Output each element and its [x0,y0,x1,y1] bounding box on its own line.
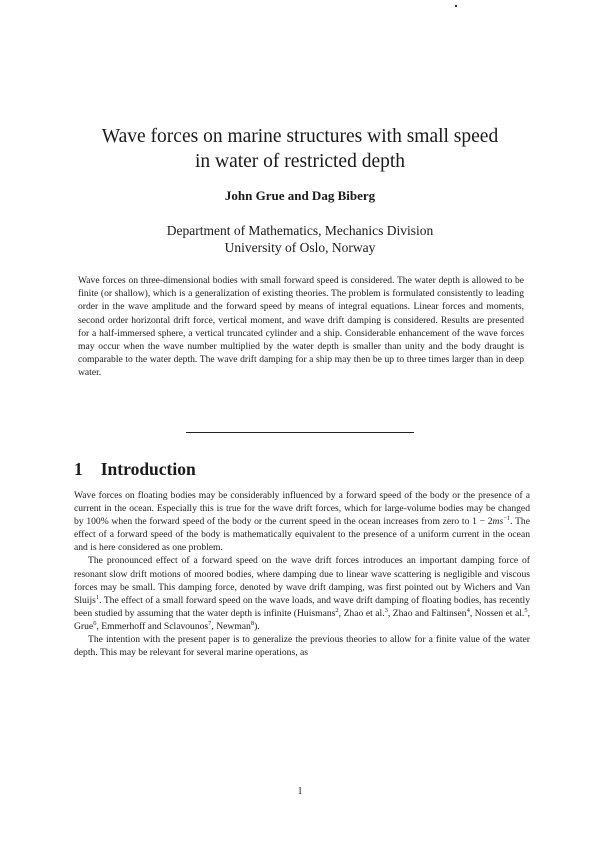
abstract: Wave forces on three-dimensional bodies with small forward speed is considered. The water depth is allowed to be finite (or shallow), which is a generalization of existing theories. The problem is formulated consistently to leading order in the wave amplitude and the forward speed by means of integral equations. Linear forces and moments, second order horizontal drift force, vertical moment, and wave drift damping is considered. Results are presented for a half-immersed sphere, a vertical truncated cylinder and a ship. Considerable enhancement of the wave forces may occur when the wave number multiplied by the water depth is smaller than unity and the body draught is comparable to the water depth. The wave drift damping for a ship may then be up to three times larger than in deep water. [78,275,524,379]
unit-ms: ms [492,516,504,528]
title-line-2: in water of restricted depth [194,151,406,172]
section-title: Introduction [100,459,196,479]
reference-mark: 5 [524,606,528,614]
body-text [74,489,530,659]
affiliation-department: Department of Mathematics, Mechanics Division [166,223,434,238]
reference-mark: 4 [466,606,470,614]
section-number: 1 [74,459,83,479]
affiliation-university: University of Oslo, Norway [224,240,376,255]
paragraph-1: Wave forces on floating bodies may be considerably influenced by a forward speed of the body or the presence of a current in the ocean. Especially this is true for the wave drift forces, which for large-volume bodies may be changed by 100% when the forward speed of the body or the current speed in the ocean increases from zero to $1 - 2ms^{-1}$. The effect of a forward speed of the body is mathematically equivalent to the presence of a uniform current in the ocean and is here considered as one problem. [74,490,530,554]
paper-title [60,124,540,174]
page-number: 1 [297,786,303,797]
scan-dot [455,5,457,7]
title-line-1: Wave forces on marine structures with small speed [101,126,499,147]
reference-mark: 6 [93,619,97,627]
reference-mark: 7 [208,619,212,627]
section-heading [74,458,196,480]
paragraph-2: The pronounced effect of a forward speed on the wave drift forces introduces an important damping force of resonant slow drift motions of moored bodies, where damping due to linear wave scattering is negligible and viscous forces may be small. This damping force, denoted by wave drift damping, was first pointed out by Wichers and Van Sluijs$^1$. The effect of a small forward speed on the wave loads, and wave drift damping of floating bodies, has recently been studied by assuming that the water depth is infinite (Huismans$^2$, Zhao et al.$^3$, Zhao and Faltinsen$^4$, Nossen et al.$^5$, Grue$^6$, Emmerhoff and Sclavounos$^7$, Newman$^8$). [74,555,530,632]
paragraph-3: The intention with the present paper is to generalize the previous theories to allow for a finite value of the water depth. This may be relevant for several marine operations, as [74,634,530,659]
author-names: John Grue and Dag Biberg [224,188,376,203]
unit-exponent: −1 [503,515,511,523]
reference-mark: 3 [384,606,388,614]
reference-mark: 2 [335,606,339,614]
abstract-divider [186,432,414,433]
reference-mark: 8 [250,619,255,627]
reference-mark: 1 [95,593,100,601]
affiliation [60,222,540,256]
